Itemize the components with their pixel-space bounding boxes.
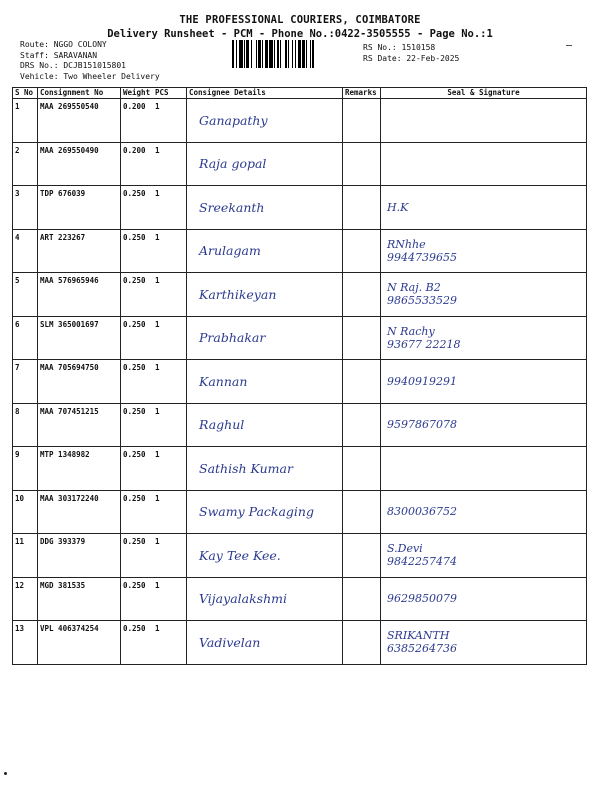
row-weight-pcs (121, 577, 187, 621)
row-consignment-no: TDP 676039 (38, 186, 121, 230)
signature-phone: 6385264736 (387, 642, 457, 656)
row-remarks (343, 534, 381, 578)
row-weight-pcs (121, 360, 187, 404)
row-remarks (343, 99, 381, 143)
row-consignee: Ganapathy (187, 99, 343, 143)
row-remarks (343, 229, 381, 273)
row-sno: 7 (13, 360, 38, 404)
row-sno: 3 (13, 186, 38, 230)
row-consignee: Arulagam (187, 229, 343, 273)
row-seal-signature (381, 186, 587, 230)
row-seal-signature (381, 534, 587, 578)
row-remarks (343, 577, 381, 621)
row-weight: 0.250 (123, 319, 146, 329)
rs-date-line: RS Date: 22-Feb-2025 (363, 53, 460, 63)
row-weight: 0.200 (123, 102, 146, 111)
row-weight: 0.200 (123, 145, 146, 155)
table-row (13, 273, 587, 317)
row-sno: 9 (13, 447, 38, 491)
row-sno: 11 (13, 534, 38, 578)
row-consignment-no: SLM 365001697 (38, 316, 121, 360)
row-consignee: Vijayalakshmi (187, 577, 343, 621)
row-pcs: 1 (155, 363, 160, 372)
row-consignment-no: DDG 393379 (38, 534, 121, 578)
row-consignment-no: MAA 705694750 (38, 360, 121, 404)
row-weight-pcs (121, 534, 187, 578)
row-weight: 0.250 (123, 624, 146, 633)
row-pcs: 1 (155, 406, 160, 416)
table-row (13, 403, 587, 447)
row-sno: 12 (13, 577, 38, 621)
row-seal-signature (381, 403, 587, 447)
row-consignment-no: MAA 269550490 (38, 142, 121, 186)
runsheet-subtitle: Delivery Runsheet - PCM - Phone No.:0422-3505555 - Page No.:1 (107, 28, 493, 40)
row-consignment-no: MAA 303172240 (38, 490, 121, 534)
rs-number-line: RS No.: 1510158 (363, 43, 436, 52)
row-sno: 13 (13, 621, 38, 665)
row-pcs: 1 (155, 624, 160, 633)
company-title: THE PROFESSIONAL COURIERS, COIMBATORE (179, 14, 421, 26)
row-weight-pcs (121, 403, 187, 447)
row-remarks (343, 142, 381, 186)
signature-phone: 9842257474 (387, 555, 457, 569)
header-remarks: Remarks (343, 88, 381, 99)
row-weight-pcs (121, 99, 187, 143)
route-line: Route: NGGO COLONY (20, 40, 107, 49)
row-seal-signature (381, 447, 587, 491)
row-consignee: Vadivelan (187, 621, 343, 665)
row-remarks (343, 403, 381, 447)
row-weight: 0.250 (123, 276, 146, 285)
row-pcs: 1 (155, 232, 160, 242)
row-consignee: Swamy Packaging (187, 490, 343, 534)
runsheet-meta-left (20, 40, 160, 82)
row-seal-signature (381, 621, 587, 665)
table-row (13, 360, 587, 404)
row-weight: 0.250 (123, 232, 146, 242)
row-pcs: 1 (155, 450, 160, 459)
row-seal-signature (381, 142, 587, 186)
signature-phone: 9597867078 (387, 418, 457, 432)
row-consignment-no: MTP 1348982 (38, 447, 121, 491)
signature-text: RNhhe (387, 237, 426, 251)
staff-line: Staff: SARAVANAN (20, 50, 98, 60)
header-seal: Seal & Signature (381, 88, 587, 99)
drs-number-line: DRS No.: DCJB151015801 (20, 61, 126, 70)
row-consignment-no: MAA 269550540 (38, 99, 121, 143)
signature-phone: 9629850079 (387, 592, 457, 606)
row-remarks (343, 316, 381, 360)
table-row (13, 229, 587, 273)
row-consignment-no: ART 223267 (38, 229, 121, 273)
row-remarks (343, 273, 381, 317)
row-consignment-no: VPL 406374254 (38, 621, 121, 665)
row-weight: 0.250 (123, 450, 146, 459)
vehicle-line: Vehicle: Two Wheeler Delivery (20, 71, 160, 81)
row-pcs: 1 (155, 276, 160, 285)
table-header-row (13, 88, 587, 99)
row-pcs: 1 (155, 537, 160, 546)
signature-text: N Rachy (387, 324, 435, 338)
table-row (13, 186, 587, 230)
row-remarks (343, 621, 381, 665)
row-consignee: Sathish Kumar (187, 447, 343, 491)
row-remarks (343, 186, 381, 230)
row-consignment-no: MAA 707451215 (38, 403, 121, 447)
table-row (13, 316, 587, 360)
row-weight-pcs (121, 621, 187, 665)
row-seal-signature (381, 577, 587, 621)
row-weight: 0.250 (123, 580, 146, 590)
row-sno: 4 (13, 229, 38, 273)
margin-dot (4, 772, 7, 775)
row-consignee: Raja gopal (187, 142, 343, 186)
pen-mark (566, 45, 572, 46)
delivery-table (12, 87, 587, 665)
row-sno: 8 (13, 403, 38, 447)
row-sno: 5 (13, 273, 38, 317)
row-seal-signature (381, 316, 587, 360)
row-weight: 0.250 (123, 537, 146, 546)
row-weight-pcs (121, 447, 187, 491)
barcode (232, 40, 360, 68)
signature-phone: 9865533529 (387, 294, 457, 308)
row-seal-signature (381, 273, 587, 317)
row-sno: 6 (13, 316, 38, 360)
row-weight-pcs (121, 273, 187, 317)
row-seal-signature (381, 490, 587, 534)
row-weight-pcs (121, 186, 187, 230)
header-weight: Weight (123, 88, 151, 97)
row-sno: 1 (13, 99, 38, 143)
signature-phone: 93677 22218 (387, 337, 461, 351)
row-weight-pcs (121, 316, 187, 360)
row-weight: 0.250 (123, 189, 146, 198)
signature-phone: 9940919291 (387, 374, 457, 388)
header-sno: S No (13, 88, 38, 99)
row-seal-signature (381, 99, 587, 143)
row-seal-signature (381, 229, 587, 273)
table-row (13, 490, 587, 534)
row-weight-pcs (121, 490, 187, 534)
row-weight: 0.250 (123, 406, 146, 416)
row-consignee: Prabhakar (187, 316, 343, 360)
table-row (13, 621, 587, 665)
header-consignee: Consignee Details (187, 88, 343, 99)
row-weight-pcs (121, 229, 187, 273)
header-weight-pcs (121, 88, 187, 99)
row-consignee: Kannan (187, 360, 343, 404)
row-remarks (343, 360, 381, 404)
header-consignment: Consignment No (38, 88, 121, 99)
row-pcs: 1 (155, 493, 160, 503)
signature-phone: 8300036752 (387, 505, 457, 519)
header-pcs: PCS (155, 88, 169, 97)
row-pcs: 1 (155, 319, 160, 329)
signature-text: S.Devi (387, 542, 423, 556)
row-pcs: 1 (155, 102, 160, 111)
row-pcs: 1 (155, 189, 160, 198)
row-consignee: Raghul (187, 403, 343, 447)
row-seal-signature (381, 360, 587, 404)
table-row (13, 577, 587, 621)
runsheet-meta-right (363, 43, 459, 64)
row-pcs: 1 (155, 145, 160, 155)
row-consignee: Karthikeyan (187, 273, 343, 317)
row-consignment-no: MGD 381535 (38, 577, 121, 621)
signature-text: H.K (387, 200, 409, 214)
row-remarks (343, 490, 381, 534)
table-row (13, 99, 587, 143)
signature-text: N Raj. B2 (387, 281, 441, 295)
row-sno: 10 (13, 490, 38, 534)
row-consignment-no: MAA 576965946 (38, 273, 121, 317)
signature-text: SRIKANTH (387, 629, 450, 643)
row-consignee: Kay Tee Kee. (187, 534, 343, 578)
signature-phone: 9944739655 (387, 250, 457, 264)
row-sno: 2 (13, 142, 38, 186)
table-row (13, 447, 587, 491)
row-weight: 0.250 (123, 363, 146, 372)
row-weight: 0.250 (123, 493, 146, 503)
row-weight-pcs (121, 142, 187, 186)
table-row (13, 534, 587, 578)
row-pcs: 1 (155, 580, 160, 590)
table-row (13, 142, 587, 186)
row-remarks (343, 447, 381, 491)
row-consignee: Sreekanth (187, 186, 343, 230)
